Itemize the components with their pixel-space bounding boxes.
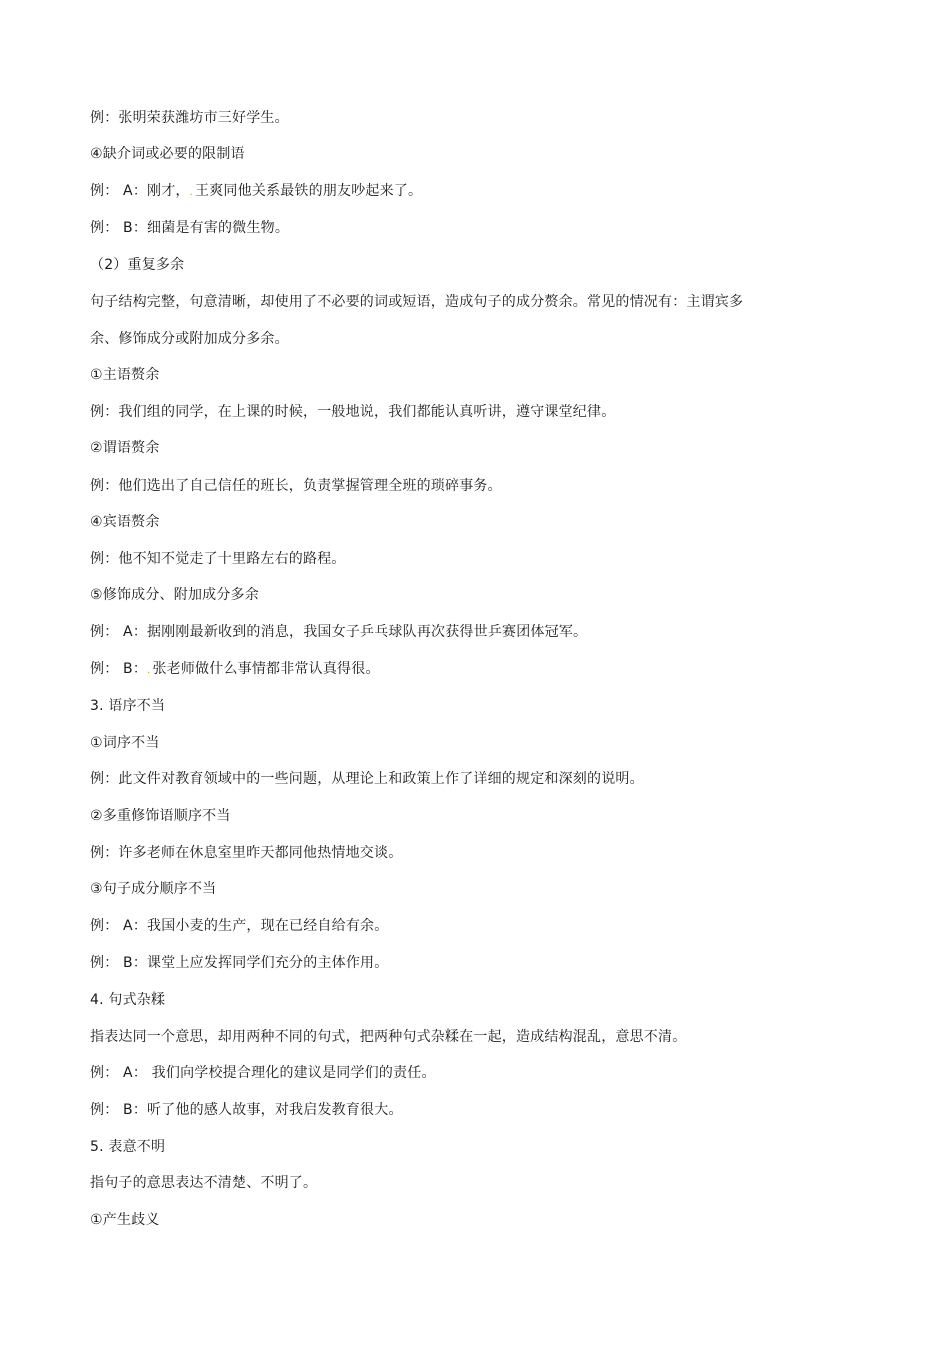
- text-line: 例：张明荣获潍坊市三好学生。: [90, 110, 289, 126]
- subheading: ⑤修饰成分、附加成分多余: [90, 587, 259, 603]
- section-heading: 4. 句式杂糅: [90, 992, 166, 1008]
- text-line: 例： A： 我们向学校提合理化的建议是同学们的责任。: [90, 1065, 436, 1081]
- text-segment: 例： B：: [90, 661, 148, 677]
- text-line: 例：此文件对教育领域中的一些问题，从理论上和政策上作了详细的规定和深刻的说明。: [90, 771, 644, 787]
- text-segment: 张老师做什么事情都非常认真得很。: [152, 661, 380, 677]
- text-line: 例： A：我国小麦的生产，现在已经自给有余。: [90, 918, 389, 934]
- subheading: ①主语赘余: [90, 367, 160, 383]
- section-heading: 5. 表意不明: [90, 1139, 166, 1155]
- text-line: [90, 659, 380, 681]
- text-line: 例： B：细菌是有害的微生物。: [90, 220, 290, 236]
- text-line: 例： A：据刚刚最新收到的消息，我国女子乒乓球队再次获得世乒赛团体冠军。: [90, 624, 588, 640]
- text-line: 例：我们组的同学，在上课的时候，一般地说，我们都能认真听讲，遵守课堂纪律。: [90, 404, 616, 420]
- text-line: 例： B：课堂上应发挥同学们充分的主体作用。: [90, 955, 389, 971]
- text-line: 指表达同一个意思，却用两种不同的句式，把两种句式杂糅在一起，造成结构混乱，意思不清。: [90, 1029, 687, 1045]
- text-line: 句子结构完整，句意清晰，却使用了不必要的词或短语，造成句子的成分赘余。常见的情况有：主谓宾多: [90, 294, 744, 310]
- text-line: 例： B：听了他的感人故事，对我启发教育很大。: [90, 1102, 403, 1118]
- subheading: （2）重复多余: [90, 257, 185, 273]
- subheading: ④缺介词或必要的限制语: [90, 146, 245, 162]
- subheading: ②多重修饰语顺序不当: [90, 808, 231, 824]
- text-line: 余、修饰成分或附加成分多余。: [90, 331, 289, 347]
- subheading: ①词序不当: [90, 735, 160, 751]
- section-heading: 3. 语序不当: [90, 698, 166, 714]
- text-segment: 例： A：刚才，: [90, 183, 190, 199]
- text-line: 指句子的意思表达不清楚、不明了。: [90, 1175, 318, 1191]
- subheading: ③句子成分顺序不当: [90, 881, 217, 897]
- stray-mark: .: [189, 187, 194, 198]
- subheading: ②谓语赘余: [90, 440, 160, 456]
- text-line: 例：他们选出了自己信任的班长，负责掌握管理全班的琐碎事务。: [90, 478, 502, 494]
- text-line: 例：许多老师在休息室里昨天都同他热情地交谈。: [90, 845, 403, 861]
- subheading: ①产生歧义: [90, 1212, 160, 1228]
- text-segment: 王爽同他关系最铁的朋友吵起来了。: [195, 183, 423, 199]
- text-line: 例：他不知不觉走了十里路左右的路程。: [90, 551, 346, 567]
- subheading: ④宾语赘余: [90, 514, 160, 530]
- stray-mark: .: [147, 665, 151, 676]
- text-line: [90, 181, 422, 203]
